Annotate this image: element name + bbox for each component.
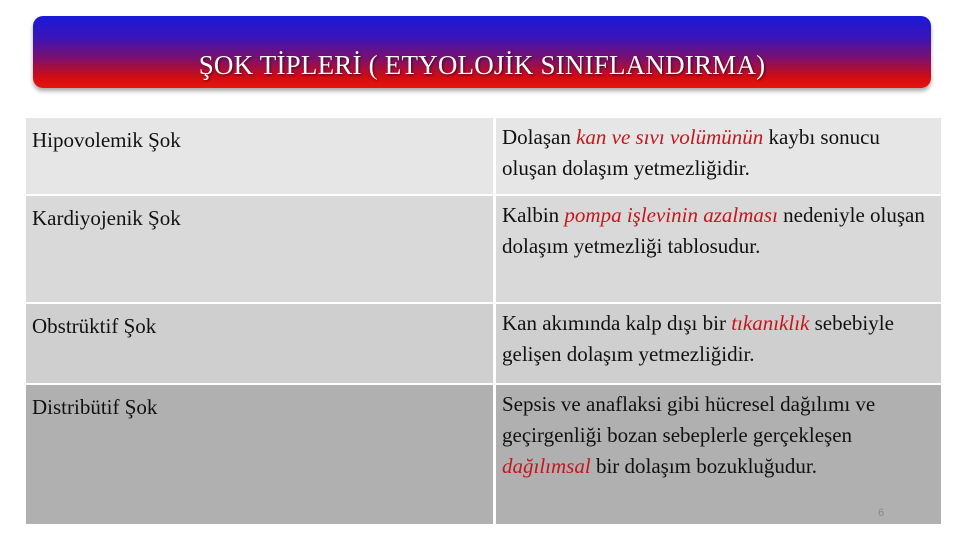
shock-type-cell: Kardiyojenik Şok: [26, 195, 495, 303]
description-text: kaybı sonucu oluşan dolaşım yetmezliğidir.: [502, 125, 880, 180]
table-row: [26, 195, 941, 303]
shock-description-cell: [495, 384, 942, 525]
highlighted-term: dağılımsal: [502, 454, 591, 478]
description-text: Sepsis ve anaflaksi gibi hücresel dağılımı ve geçirgenliği bozan sebeplerle gerçekleşen: [502, 392, 876, 447]
shock-types-table: [26, 118, 941, 526]
highlighted-term: pompa işlevinin azalması: [564, 203, 778, 227]
table-row: [26, 303, 941, 384]
description-text: nedeniyle oluşan dolaşım yetmezliği tablosudur.: [502, 203, 925, 258]
shock-type-cell: Obstrüktif Şok: [26, 303, 495, 384]
title-banner: [33, 16, 931, 88]
table-row: [26, 118, 941, 195]
shock-type-cell: Distribütif Şok: [26, 384, 495, 525]
description-text: bir dolaşım bozukluğudur.: [590, 454, 818, 478]
description-text: Dolaşan: [502, 125, 577, 149]
table-row: [26, 384, 941, 525]
page-number: 6: [878, 507, 885, 519]
shock-description-cell: [495, 195, 942, 303]
highlighted-term: kan ve sıvı volümünün: [576, 125, 764, 149]
shock-description-cell: [495, 303, 942, 384]
description-text: Kalbin: [502, 203, 565, 227]
shock-type-cell: Hipovolemik Şok: [26, 118, 495, 195]
description-text: sebebiyle gelişen dolaşım yetmezliğidir.: [502, 311, 894, 366]
highlighted-term: tıkanıklık: [731, 311, 810, 335]
slide-title: ŞOK TİPLERİ ( ETYOLOJİK SINIFLANDIRMA): [198, 50, 766, 80]
shock-description-cell: [495, 118, 942, 195]
description-text: Kan akımında kalp dışı bir: [502, 311, 732, 335]
